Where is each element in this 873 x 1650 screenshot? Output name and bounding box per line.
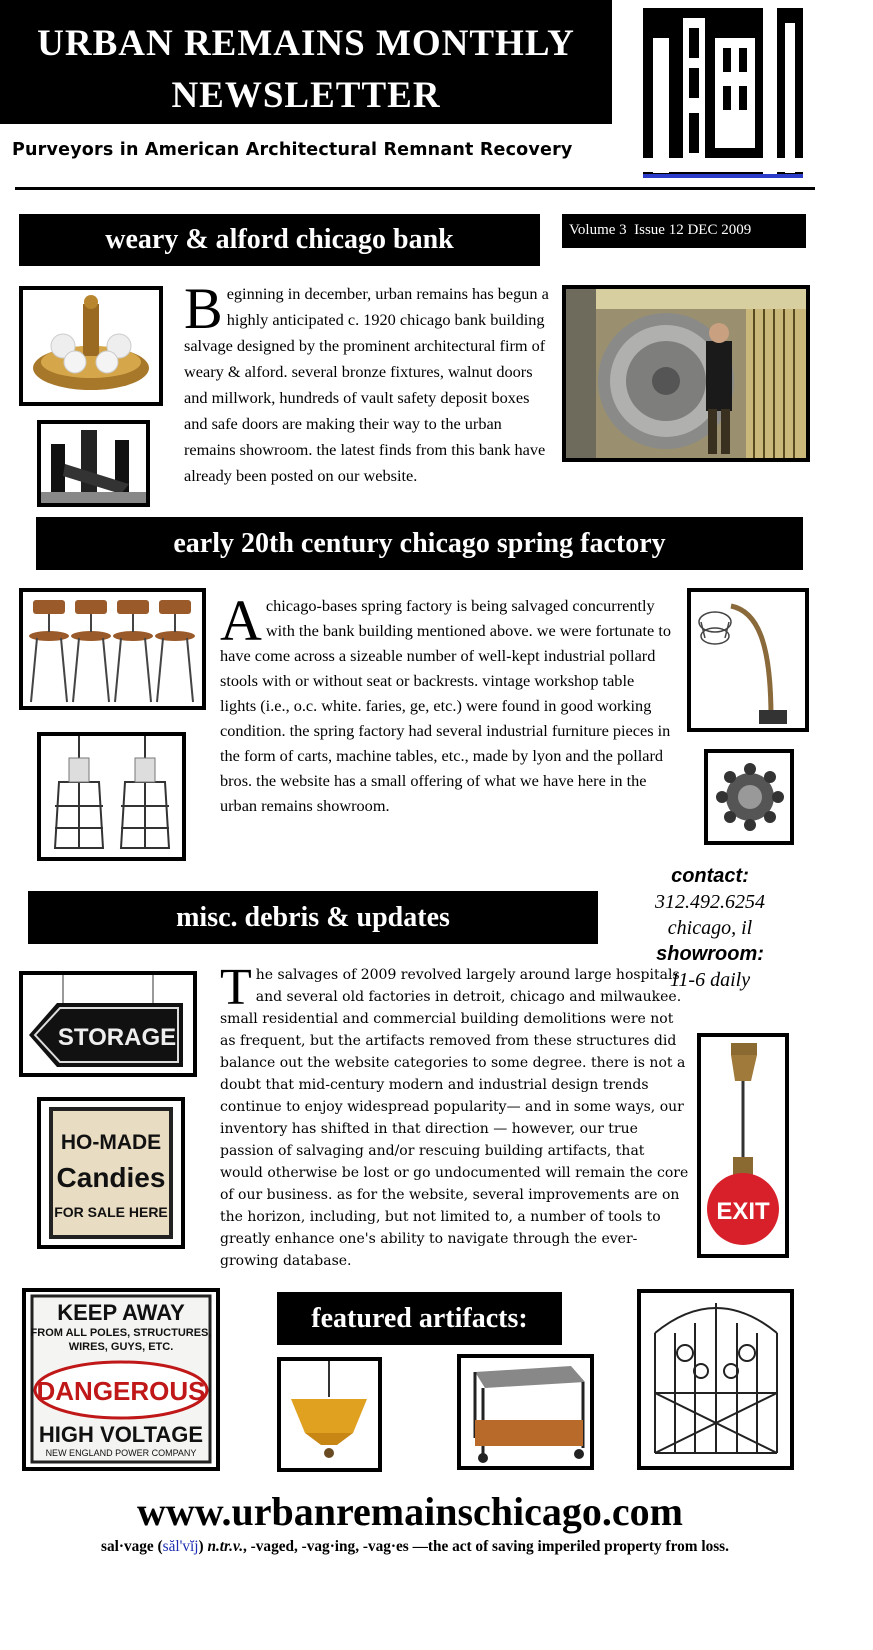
- candies-line2: Candies: [56, 1162, 166, 1193]
- section1-dropcap: B: [184, 276, 223, 341]
- high-voltage-sign-photo: [22, 1288, 220, 1471]
- storage-sign-text: STORAGE: [57, 1024, 177, 1051]
- definition-paren: ): [198, 1538, 208, 1555]
- masthead-title-block: [0, 0, 612, 124]
- machine-part-photo: [704, 749, 794, 845]
- logo-building-image: [643, 8, 803, 178]
- section3-article: [220, 959, 690, 1272]
- salvage-definition: [0, 1537, 830, 1557]
- keep-away-text: KEEP AWAY: [57, 1300, 185, 1325]
- storage-sign-photo: [19, 971, 197, 1077]
- keep-away-sub1: FROM ALL POLES, STRUCTURES,: [30, 1327, 212, 1339]
- power-company-text: NEW ENGLAND POWER COMPANY: [45, 1448, 197, 1458]
- section1-body: eginning in december, urban remains has begun a highly anticipated c. 1920 chicago bank building salvage designed by the prominent architectural firm of weary & alford. several bronze fixtures, walnut doors and millwork, hundreds of vault safety deposit boxes and safe doors are making their way to the urban remains showroom. the latest finds from this bank have already been posted on our website.: [184, 284, 549, 485]
- industrial-cart-photo: [457, 1354, 594, 1470]
- dangerous-text: DANGEROUS: [36, 1376, 206, 1406]
- candies-line3: FOR SALE HERE: [54, 1204, 168, 1220]
- candies-line1: HO-MADE: [60, 1131, 162, 1154]
- pollard-stools-photo: [19, 588, 206, 710]
- amber-pendant-photo: [277, 1357, 382, 1472]
- section2-body: chicago-bases spring factory is being salvaged concurrently with the bank building mentioned above. we were fortunate to have come across a sizeable number of well-kept industrial pollard stools with or without seat or backrests. vintage workshop table lights (i.e., o.c. white. faries, ge, etc.) were found in good working condition. the spring factory had several industrial furniture pieces in the form of carts, machine tables, etc., made by lyon and the pollard bros. the website has a small offering of what we have here in the urban remains showroom.: [220, 596, 671, 815]
- footer-website: www.urbanremainschicago.com: [137, 1489, 683, 1534]
- contact-label: contact:: [671, 865, 749, 887]
- cage-lights-photo: [37, 732, 186, 861]
- contact-city: chicago, il: [667, 917, 753, 939]
- issue-info: Volume 3 Issue 12 DEC 2009: [562, 214, 806, 248]
- showroom-label: showroom:: [656, 943, 764, 965]
- contact-phone: 312.492.6254: [655, 891, 765, 913]
- definition-pronunciation: săl'vĭj: [162, 1538, 199, 1555]
- iron-gate-photo: [637, 1289, 794, 1470]
- masthead-divider: [15, 187, 815, 190]
- section2-dropcap: A: [220, 588, 262, 653]
- section3-dropcap: T: [220, 959, 252, 1016]
- keep-away-sub2: WIRES, GUYS, ETC.: [68, 1341, 174, 1353]
- bank-vault-photo: [562, 285, 810, 462]
- safe-deposit-hardware-photo: [37, 420, 150, 507]
- high-voltage-text: HIGH VOLTAGE: [38, 1422, 204, 1447]
- section1-article: [184, 276, 550, 489]
- masthead-tagline: Purveyors in American Architectural Remnant Recovery: [12, 140, 573, 160]
- candies-sign-photo: [37, 1097, 185, 1249]
- masthead-title-line2: NEWSLETTER: [171, 75, 441, 116]
- showroom-hours: 11-6 daily: [669, 969, 751, 991]
- section-heading-spring-factory: early 20th century chicago spring factory: [36, 517, 803, 570]
- section-heading-misc: misc. debris & updates: [28, 891, 598, 944]
- exit-text: EXIT: [716, 1198, 770, 1225]
- bronze-fixture-photo: [19, 286, 163, 406]
- definition-word: sal·vage (: [101, 1538, 163, 1555]
- section-heading-bank: weary & alford chicago bank: [19, 214, 540, 266]
- masthead-title-line1: URBAN REMAINS MONTHLY: [37, 23, 575, 64]
- gooseneck-lamp-photo: [687, 588, 809, 732]
- section3-body: he salvages of 2009 revolved largely around large hospitals and several old factories in detroit, chicago and milwaukee. small residential and commercial building demolitions were not as frequent, but the artifacts removed from these structures did balance out the website categories to some degree. there is not a doubt that mid-century modern and industrial design trends continue to enjoy widespread popularity— and in some ways, our inventory has shifted in that direction — however, our true passion of salvaging and/or rescuing building artifacts, that would otherwise be lost or go undocumented will remain the core of our business. as for the website, several improvements are on the horizon, including, but not limited to, a number of tools to greatly enhance one's ability to navigate through the ever-growing database.: [220, 967, 689, 1269]
- featured-heading: featured artifacts:: [277, 1292, 562, 1345]
- definition-text: , -vaged, -vag·ing, -vag·es —the act of saving imperiled property from loss.: [243, 1538, 729, 1555]
- definition-pos: n.tr.v.: [207, 1538, 244, 1555]
- exit-globe-photo: [697, 1033, 789, 1258]
- section2-article: [220, 588, 672, 818]
